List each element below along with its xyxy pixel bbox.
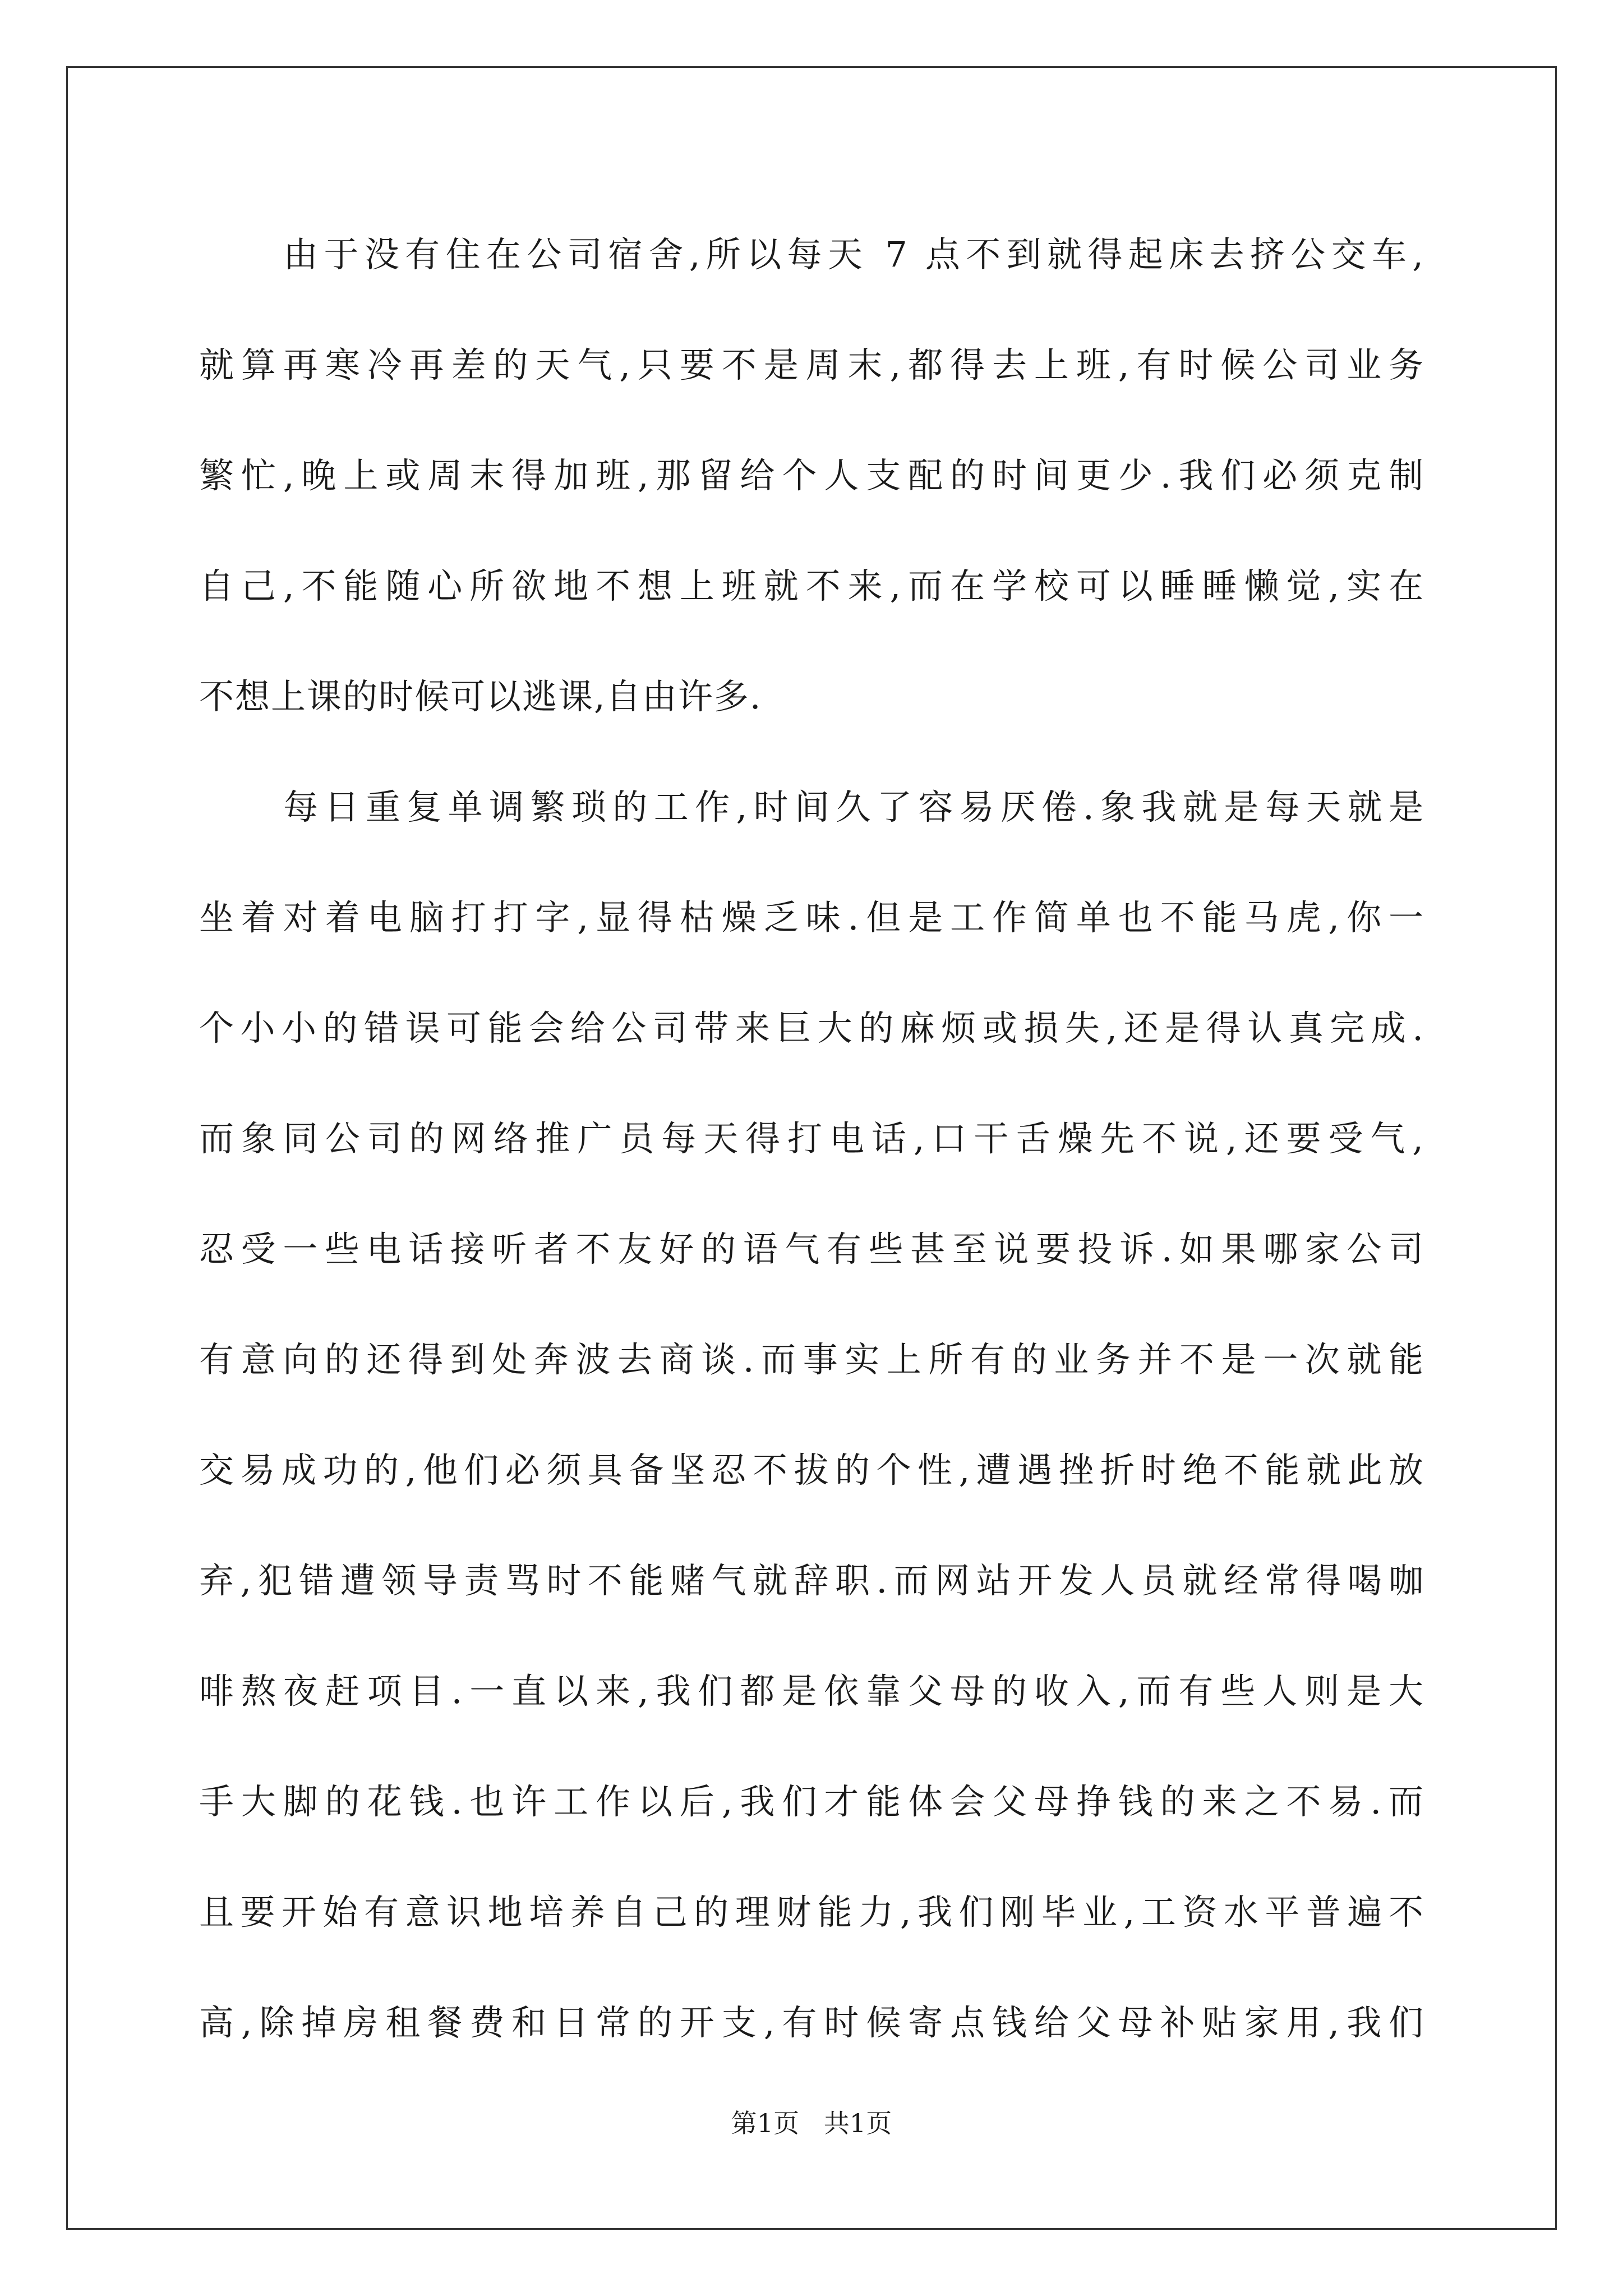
paragraph-1-line-4: 自己,不能随心所欲地不想上班就不来,而在学校可以睡睡懒觉,实在 [199, 565, 1424, 606]
document-body [199, 199, 1424, 2078]
paragraph-1-line-5: 不想上课的时候可以逃课,自由许多. [199, 676, 762, 717]
paragraph-1-line-3: 繁忙,晚上或周末得加班,那留给个人支配的时间更少.我们必须克制 [199, 455, 1424, 496]
page-number-footer: 第1页 共1页 [731, 2108, 892, 2138]
paragraph-1-line-2: 就算再寒冷再差的天气,只要不是周末,都得去上班,有时候公司业务 [199, 344, 1424, 385]
paragraph-2-line-2: 坐着对着电脑打打字,显得枯燥乏味.但是工作简单也不能马虎,你一 [199, 897, 1424, 938]
paragraph-2-line-6: 有意向的还得到处奔波去商谈.而事实上所有的业务并不是一次就能 [199, 1339, 1424, 1380]
paragraph-2-line-4: 而象同公司的网络推广员每天得打电话,口干舌燥先不说,还要受气, [199, 1118, 1424, 1159]
paragraph-2-line-3: 个小小的错误可能会给公司带来巨大的麻烦或损失,还是得认真完成. [199, 1007, 1424, 1048]
paragraph-2-line-1: 每日重复单调繁琐的工作,时间久了容易厌倦.象我就是每天就是 [283, 786, 1424, 827]
paragraph-2-line-9: 啡熬夜赶项目.一直以来,我们都是依靠父母的收入,而有些人则是大 [199, 1671, 1424, 1711]
paragraph-2-line-11: 且要开始有意识地培养自己的理财能力,我们刚毕业,工资水平普遍不 [199, 1892, 1424, 1932]
paragraph-1-line-1: 由于没有住在公司宿舍,所以每天 7 点不到就得起床去挤公交车, [283, 234, 1424, 275]
paragraph-2-line-12: 高,除掉房租餐费和日常的开支,有时候寄点钱给父母补贴家用,我们 [199, 2002, 1424, 2043]
paragraph-2-line-7: 交易成功的,他们必须具备坚忍不拔的个性,遭遇挫折时绝不能就此放 [199, 1450, 1424, 1490]
paragraph-2-line-5: 忍受一些电话接听者不友好的语气有些甚至说要投诉.如果哪家公司 [199, 1228, 1424, 1269]
paragraph-2-line-8: 弃,犯错遭领导责骂时不能赌气就辞职.而网站开发人员就经常得喝咖 [199, 1560, 1424, 1601]
paragraph-2-line-10: 手大脚的花钱.也许工作以后,我们才能体会父母挣钱的来之不易.而 [199, 1781, 1424, 1822]
